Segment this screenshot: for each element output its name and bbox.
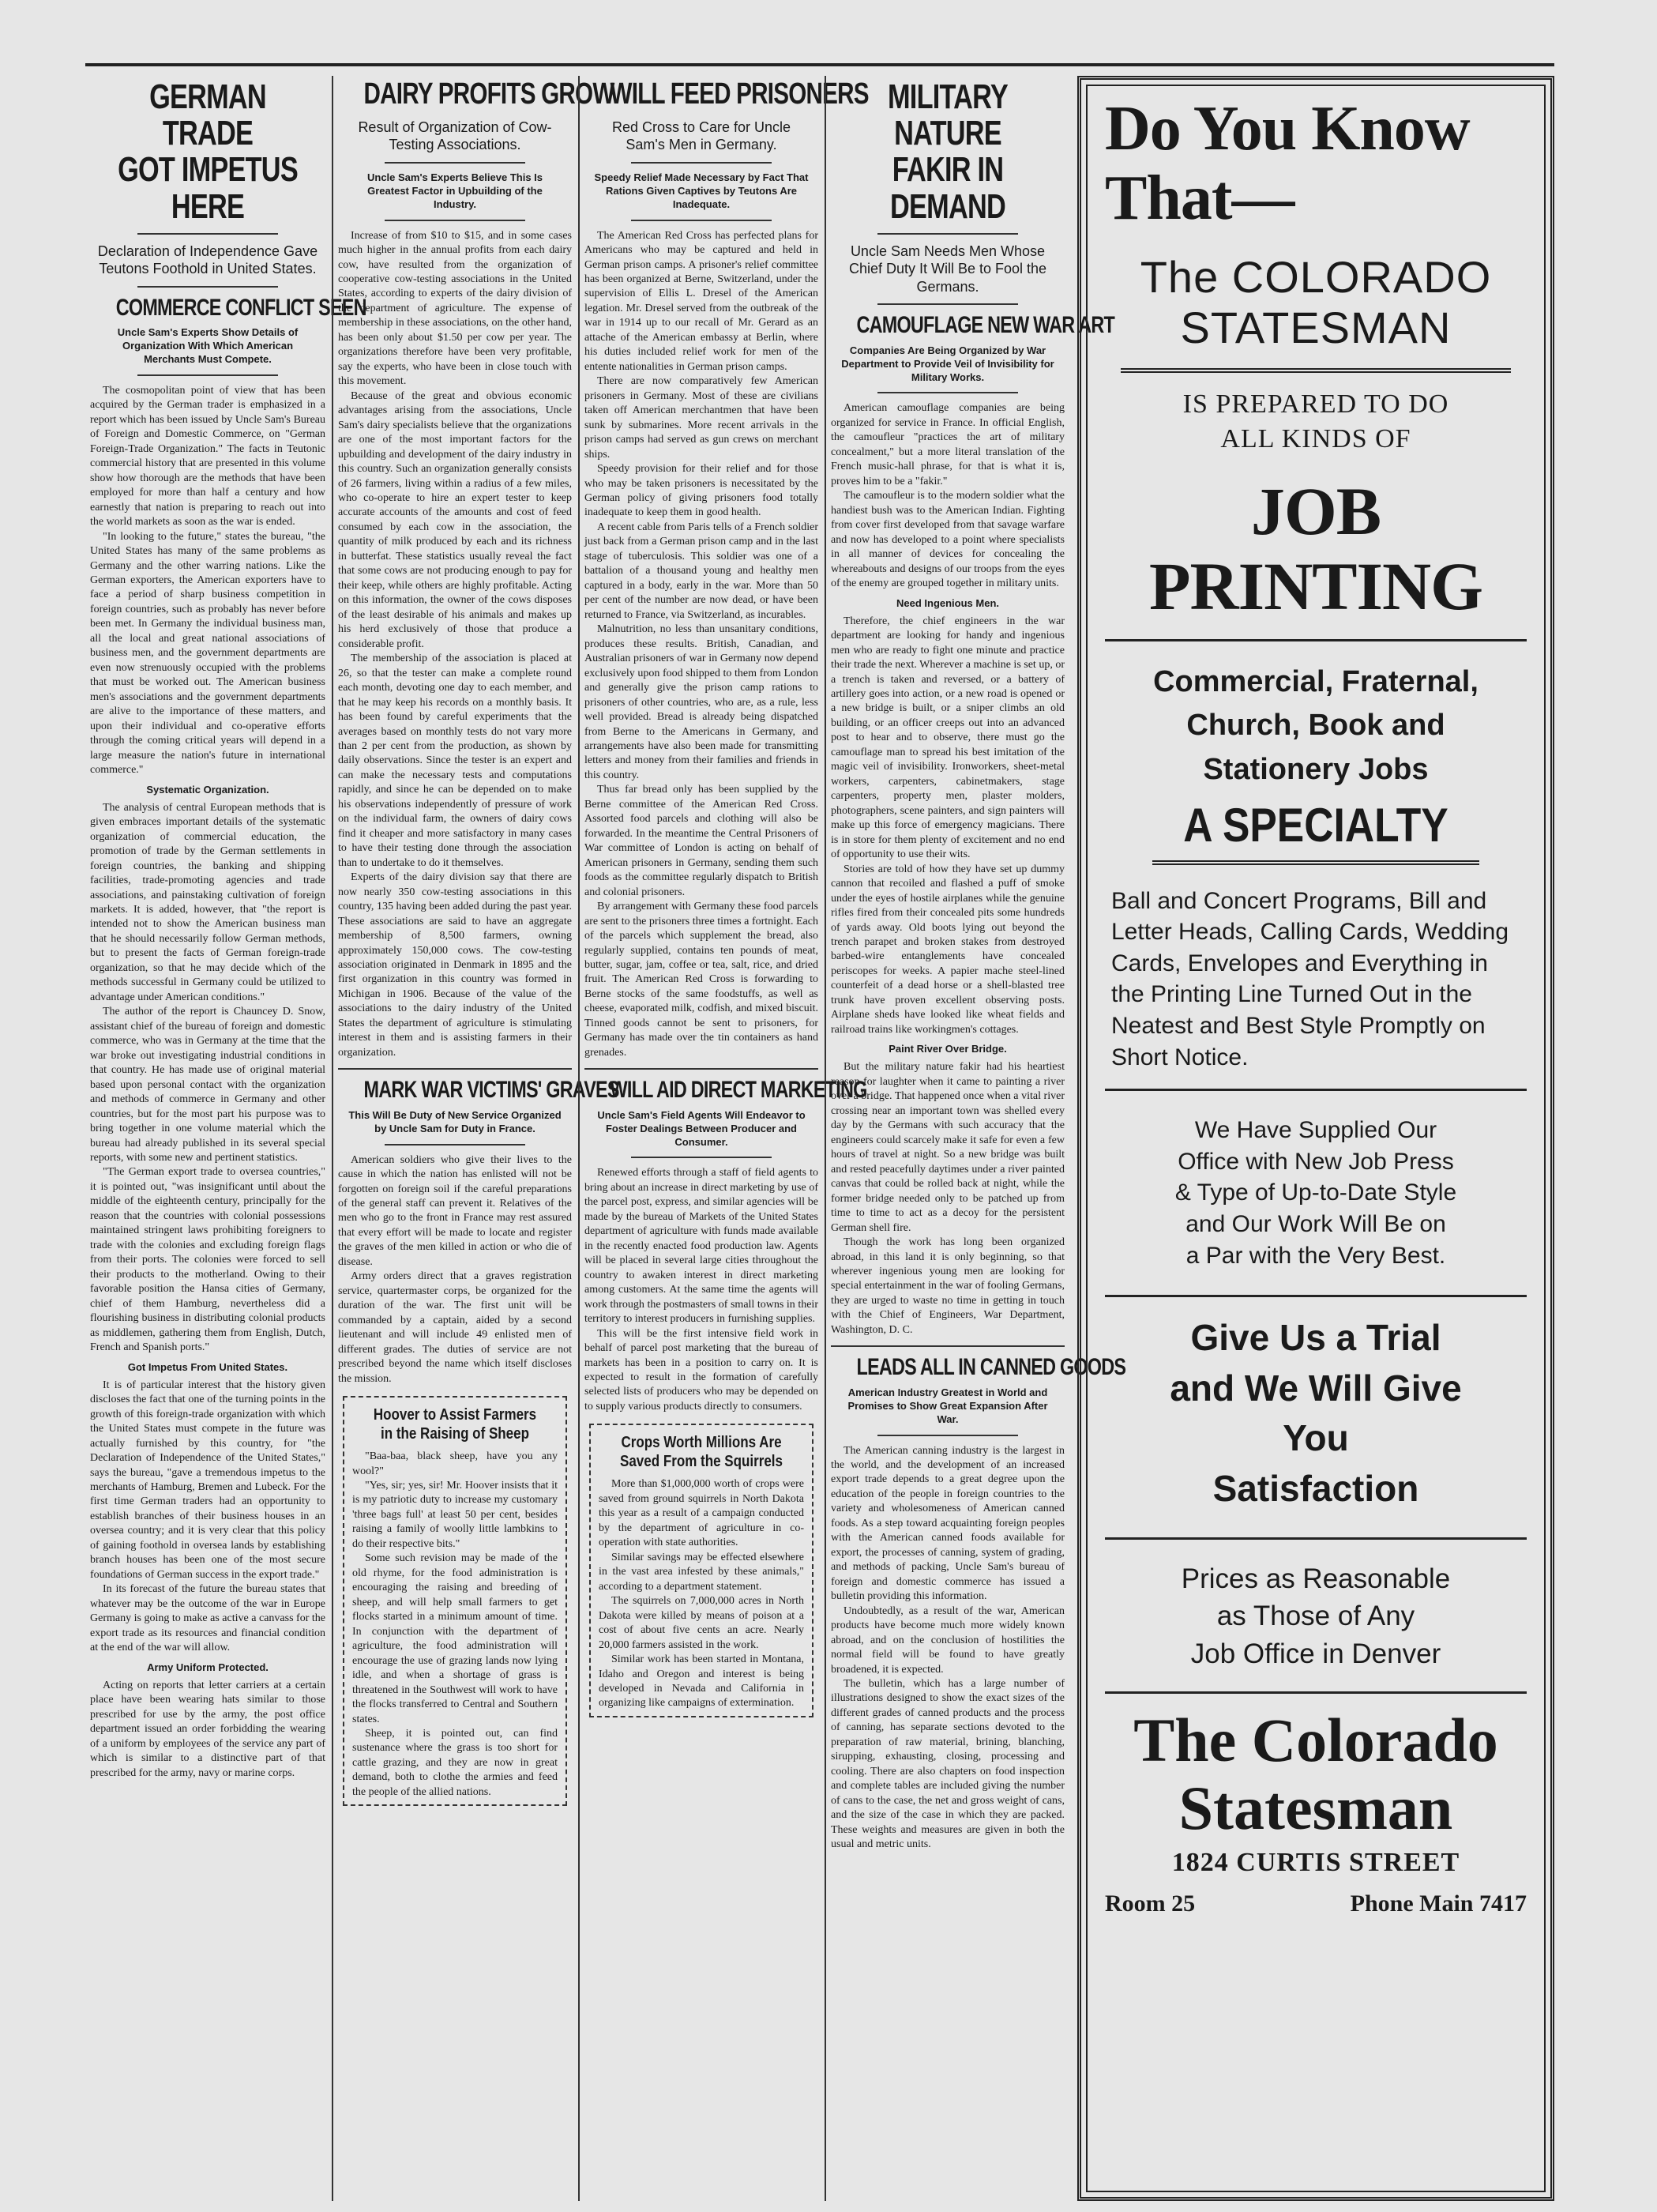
deck-secondary: Uncle Sam's Experts Believe This Is Greatest Factor in Upbuilding of the Industry. <box>366 171 543 210</box>
ad-room: Room 25 <box>1105 1890 1196 1917</box>
boxed-story-sheep <box>343 1396 567 1806</box>
box-body <box>599 1477 804 1711</box>
article-body <box>584 229 818 1061</box>
deck-secondary: This Will Be Duty of New Service Organized by Uncle Sam for Duty in France. <box>348 1108 562 1134</box>
paragraph: By arrangement with Germany these food parcels are sent to the prisoners three times a fortnight. Each of the parcels which supplement the bread, also regularly supplied, contains ten pounds of meat, butter, sugar, jam, coffee or tea, salt, rice, and dried fruit. The American Red Cross is forwarding to Berne stocks of the same foodstuffs, as well as cheese, evaporated milk, codfish, and mixed biscuit. Tinned goods cannot be sent to prisoners, for Germany has made over the tin containers as hand grenades. <box>584 901 818 1059</box>
paragraph: Sheep, it is pointed out, can find sustenance where the grass is too short for cattle grazing, and they are now in great demand, both to clothe the armies and feed the people of the allied nations. <box>352 1727 558 1798</box>
article-body <box>338 1153 572 1387</box>
paragraph: The bulletin, which has a large number of illustrations designed to show the exact sizes of the different grades of canned products and the process of canning, has separate sections devoted to the preparation of raw material, brining, blanching, sirupping, exhausting, closing, processing and cooling. There are also chapters on food inspection and complete tables are included giving the number of cans to the case, the net and gross weight of cans, and the size of the case in which they are packed. These weights and measures are given in both the usual and metric units. <box>831 1678 1065 1851</box>
separator <box>385 162 525 164</box>
ad-title <box>1105 94 1527 233</box>
separator <box>877 1435 1018 1436</box>
separator <box>385 220 525 221</box>
ad-address: 1824 CURTIS STREET <box>1171 1848 1460 1878</box>
separator <box>137 286 279 288</box>
ad-rule <box>1105 1295 1527 1297</box>
ad-title-line: Do You Know <box>1105 94 1470 164</box>
job-printing-advertisement <box>1069 76 1554 2201</box>
ad-rule <box>1105 639 1527 641</box>
ad-title-line: That— <box>1105 164 1294 233</box>
paragraph: Because of the great and obvious economic advantages arising from the associations, Uncle Sam's dairy specialists believe that the organizations are one of the most important factors for the upbuilding and development of the dairy industry in this country. Such an organization generally consists of 26 farmers, living within a radius of a few miles, who co-operate to hire an expert tester to keep accurate accounts of the amounts and cost of feed consumed by each cow in the association, the quantity of milk produced by each and its richness in butterfat. These statistics usually reveal the fact that some cows are not producing enough to pay for their keep, while others are highly profitable. Acting on this information, the owner of the cows disposes of the least desirable of his animals and makes up his herd exclusively of those that produce a considerable profit. <box>338 389 572 650</box>
headline-direct-marketing: WILL AID DIRECT MARKETING <box>610 1077 867 1104</box>
deck: Red Cross to Care for Uncle Sam's Men in Germany. <box>611 118 791 153</box>
ad-rule <box>1105 1089 1527 1091</box>
paragraph: American camouflage companies are being organized for service in France. In official English, the camoufleur "practices the art of military concealment," but a more literal translation of the French music-hall phrase, for that is what it is, proves him to be a "fakir." <box>831 402 1065 487</box>
ad-specialty: A SPECIALTY <box>1183 798 1448 852</box>
ad-prices-line: as Those of Any <box>1216 1601 1415 1632</box>
paragraph: American soldiers who give their lives to the cause in which the nation has enlisted will not be forgotten on foreign soil if the careful preparations of the general staff can prevent it. Relatives of the men who go to the front in France may rest assured that every effort will be made to locate and register the graves of the men killed in action or who die of disease. <box>338 1153 572 1268</box>
article-body <box>338 229 572 1061</box>
paragraph: This will be the first intensive field work in behalf of parcel post marketing that the bureau of markets has been in a position to carry on. It is expected to result in the formation of carefully selected lists of producers who may be depended on to supply various products directly to consumers. <box>584 1327 818 1413</box>
paragraph: A recent cable from Paris tells of a French soldier just back from a German prison camp and in the last stage of tuberculosis. This soldier was one of a battalion of a thousand young and healthy men captured in a body, early in the war. More than 50 per cent of the number are now dead, or have been returned to France, via Switzerland, as incurables. <box>584 521 818 621</box>
ad-supplied-line: Office with New Job Press <box>1178 1148 1454 1175</box>
column-2 <box>333 76 619 2201</box>
paragraph: Similar savings may be effected elsewhere in the vast area infested by these animals," according to a department statement. <box>599 1551 804 1593</box>
paragraph: Some such revision may be made of the old rhyme, for the food administration is encouraging the raising and breeding of sheep, and will help small farmers to get flocks started in a minimum amount of time. In conjunction with the department of agriculture, the food administration will encourage the use of grazing lands now lying idle, and when a shortage of grass is threatened in the Southwest will work to have the flocks transferred to Central and Southern states. <box>352 1552 558 1725</box>
article-body <box>90 384 325 1781</box>
paragraph: "The German export trade to oversea countries," it is pointed out, "was insignificant until about the middle of the eighteenth century, principally for the reason that the countries with colonial possessions maintained stringent laws prohibiting foreigners to trade with the colonies and excluding foreign flags from their ports. The colonies were forced to sell their products to the motherland. Owing to their favorable position the Hansa cities of Germany, chief of them Hamburg, nevertheless did a flourishing business in distributing colonial products as middlemen, gathering them from English, Dutch, French and Spanish ports." <box>90 1166 325 1354</box>
ad-prices <box>1105 1560 1527 1672</box>
deck: Uncle Sam Needs Men Whose Chief Duty It Will Be to Fool the Germans. <box>848 243 1047 295</box>
column-1 <box>85 76 366 2201</box>
ad-trial <box>1105 1313 1527 1514</box>
deck-secondary: Uncle Sam's Field Agents Will Endeavor to Foster Dealings Between Producer and Consumer. <box>597 1108 806 1148</box>
paragraph: "Baa-baa, black sheep, have you any wool?" <box>352 1450 558 1477</box>
ad-trial-line: Satisfaction <box>1212 1467 1419 1509</box>
ad-publisher-name <box>1105 1706 1527 1842</box>
subhead: COMMERCE CONFLICT SEEN <box>115 294 366 321</box>
headline-dairy-profits: DAIRY PROFITS GROW <box>363 77 614 111</box>
paragraph: The camoufleur is to the modern soldier what the handiest bush was to the American Indian. Fighting from cover first developed from that savage warfare and now has developed to a point where specialists in all manner of devices for concealing the whereabouts and designs of our troops from the eyes of the enemy are grouped together in military units. <box>831 490 1065 590</box>
paragraph: "Yes, sir; yes, sir! Mr. Hoover insists that it is my patriotic duty to increase my customary 'three bags full' at least 50 per cent, besides raising a family of woolly little lambkins to do their respective bits." <box>352 1480 558 1550</box>
subhead: CAMOUFLAGE NEW WAR ART <box>856 312 1115 339</box>
headline-line: MILITARY NATURE <box>887 77 1008 153</box>
ad-phone: Phone Main 7417 <box>1350 1890 1527 1917</box>
separator <box>631 1157 772 1158</box>
column-3 <box>580 76 869 2201</box>
separator <box>137 374 279 376</box>
section-heading: Need Ingenious Men. <box>896 596 999 609</box>
ad-publisher <box>1105 252 1527 354</box>
separator <box>338 1068 572 1070</box>
headline-feed-prisoners: WILL FEED PRISONERS <box>610 77 869 111</box>
deck-secondary: American Industry Greatest in World and Promises to Show Great Expansion After War. <box>847 1386 1048 1425</box>
ad-job-kinds <box>1105 660 1527 791</box>
paragraph: Acting on reports that letter carriers at a certain place have been wearing hats similar to those prescribed for use by the army, the post office department issued an order forbidding the wearing of a uniform by employees of the service any part of which is similar to a distinctive part of that prescribed for the army, navy or marine corps. <box>90 1679 325 1779</box>
paragraph: Similar work has been started in Montana, Idaho and Oregon and interest is being developed in Nevada and California in organizing like campaigns of extermination. <box>599 1653 804 1710</box>
paragraph: More than $1,000,000 worth of crops were saved from ground squirrels in North Dakota this year as a result of a campaign conducted by the department of agriculture in co-operation with state authorities. <box>599 1478 804 1549</box>
ad-kinds-line: Commercial, Fraternal, <box>1153 665 1479 699</box>
paragraph: But the military nature fakir had his heartiest reason for laughter when it came to painting a river over a bridge. That happened once when a vital river crossing near an important town was shelled every day by the Germans with such accuracy that the engineers could scarcely make it safe for even a few hours of travel at night. So a new bridge was built and rested peacefully daytimes under a river painted canvas that could be rolled back at night, while the former bridge needed only to be patched up from time to time to act as a decoy for the persistent German shell fire. <box>831 1061 1065 1234</box>
paragraph: In its forecast of the future the bureau states that whatever may be the outcome of the war in Europe Germany is going to make as active a canvass for the export trade as its resources and financial condition at the end of the war will allow. <box>90 1583 325 1654</box>
ad-prepared-line: IS PREPARED TO DO <box>1182 389 1449 419</box>
ad-publisher-line: The COLORADO <box>1140 252 1492 302</box>
boxed-story-squirrels <box>589 1424 813 1717</box>
ad-kinds-line: Stationery Jobs <box>1203 752 1429 786</box>
ad-rule <box>1121 368 1511 373</box>
ad-trial-line: and We Will Give <box>1170 1367 1462 1409</box>
paragraph: Malnutrition, no less than unsanitary conditions, produces these results. British, Canadian, and Australian prisoners of war in Germany now depend exclusively upon food shipped to them from London and generally give the prison camp rations to prisoners of other countries, who are, as a rule, less well provided. Bread is already being dispatched from Berne to the Americans in Germany, and arrangements have also been made for transmitting letters and money from their families and friends in this country. <box>584 623 818 781</box>
ad-trial-line: You <box>1283 1417 1349 1459</box>
ad-name-line: Statesman <box>1178 1773 1453 1842</box>
headline-military-fakir <box>857 79 1039 225</box>
separator <box>631 220 772 221</box>
box-title: Hoover to Assist Farmers in the Raising of Sheep <box>373 1406 537 1443</box>
box-body <box>352 1450 558 1800</box>
headline-line: GERMAN TRADE <box>149 77 266 153</box>
deck-secondary: Speedy Relief Made Necessary by Fact That Rations Given Captives by Teutons Are Inadequate. <box>594 171 809 210</box>
ad-prices-line: Job Office in Denver <box>1190 1638 1441 1669</box>
ad-kinds-line: Church, Book and <box>1186 709 1445 743</box>
paragraph: Renewed efforts through a staff of field agents to bring about an increase in direct marketing by use of the parcel post, express, and similar agencies will be made by the bureau of Markets of the United States department of agriculture with funds made available in the recently enacted food production law. Agents will be placed in several large cities throughout the country to awaken interest in direct marketing among customers. At the same time the agents will work through the postmasters of small towns in their territory to interest producers in furnishing supplies. <box>584 1167 818 1326</box>
ad-trial-line: Give Us a Trial <box>1190 1317 1441 1359</box>
paragraph: The American canning industry is the largest in the world, and the development of an increased export trade depends to a great degree upon the education of the people in foreign countries to the variety and wholesomeness of American canned foods. As a step toward acquainting foreign peoples with the American canned foods available for export, the processes of canning, system of grading, and methods of packing, Uncle Sam's bureau of foreign and domestic commerce has issued a bulletin providing this information. <box>831 1444 1065 1603</box>
article-body <box>584 1166 818 1414</box>
ad-contact <box>1105 1890 1527 1917</box>
paragraph: Though the work has long been organized abroad, in this land it is only beginning, so that wherever ingenious young men are looking for special entertainment in the war of fooling Germans, they are urged to waste no time in getting in touch with the Chief of Engineers, War Department, Washington, D. C. <box>831 1236 1065 1336</box>
headline-line: GOT IMPETUS HERE <box>118 150 298 226</box>
separator <box>584 1068 818 1070</box>
ad-content <box>1105 80 1527 2197</box>
headline-german-trade <box>116 79 299 225</box>
paragraph: The American Red Cross has perfected plans for Americans who may be captured and held in German prison camps. A prisoner's relief committee has been organized at Berne, Switzerland, under the supervision of Ellis L. Dresel of the American legation. Mr. Dresel served from the outbreak of the war in 1914 up to our recall of Mr. Gerard as an attache of the American embassy at Berlin, where his duties included relief work for men of the entente nationalities in German prison camps. <box>584 229 818 373</box>
separator <box>631 162 772 164</box>
paragraph: Therefore, the chief engineers in the war department are looking for handy and ingenious men who are ready to fight one minute and practice their trade the next. Wherever a machine is set up, or a trench is taken and reversed, or a battery of artillery goes into action, or a new road is opened or a new bridge is built, or a sniper climbs an old building, or an officer creeps out into an advanced post to hear and to observe, there must go the camouflage man to spread his best imitation of the magic veil of invisibility. Ironworkers, sheet-metal workers, carpenters, cabinetmakers, stage carpenters, property men, plaster molders, photographers, scene painters, and sign painters will make up this force of emergency magicians. There is in store for them plenty of excitement and no end of opportunity to use their wits. <box>831 615 1065 861</box>
section-heading: Army Uniform Protected. <box>147 1661 269 1673</box>
paragraph: "In looking to the future," states the bureau, "the United States has many of the same problems as Germany and the other warring nations. Like the German exporters, the American exporters have to face a period of sharp business competition in foreign countries, such as probably has never before been met. In Germany the individual business man, all the local and great national associations of business men, and the government departments are even now strenuously occupied with the problems that must be worked out. The American business men's associations and the government departments are alive to the importance of these matters, and upon their individual and co-operative efforts through the coming critical years will depend in a large measure the nation's future in international commerce." <box>90 530 325 777</box>
ad-supplied-line: We Have Supplied Our <box>1194 1117 1437 1144</box>
paragraph: The analysis of central European methods that is given embraces important details of the systematic organization of commercial education, the promotion of trade by the German settlements in foreign countries, the banking and shipping facilities, trade-promoting agencies and trade associations, and painstaking cultivation of foreign markets. It is added, however, that "the report is intended not to show the American business man that he should necessarily follow German methods, but to present the facts of German foreign-trade organization, so that he may decide which of the methods successful in Germany could be utilized to advantage under American conditions." <box>90 801 325 1003</box>
article-body <box>831 1444 1065 1853</box>
column-4 <box>826 76 1126 2201</box>
separator <box>877 233 1018 235</box>
deck-secondary: Companies Are Being Organized by War Department to Provide Veil of Invisibility for Military Works. <box>841 344 1054 383</box>
ad-prices-line: Prices as Reasonable <box>1181 1563 1451 1595</box>
ad-job-printing: JOB PRINTING <box>1148 473 1483 624</box>
newspaper-page <box>85 63 1554 2204</box>
section-heading: Paint River Over Bridge. <box>889 1043 1007 1055</box>
paragraph: Speedy provision for their relief and for those who may be taken prisoners is necessitated by the German policy of giving prisoners food totally inadequate to keep them in good health. <box>584 463 818 519</box>
separator <box>137 233 279 235</box>
headline-canned-goods: LEADS ALL IN CANNED GOODS <box>856 1354 1126 1381</box>
ad-name-line: The Colorado <box>1133 1705 1498 1774</box>
section-heading: Got Impetus From United States. <box>127 1360 288 1373</box>
headline-war-graves: MARK WAR VICTIMS' GRAVES <box>363 1077 619 1104</box>
headline-line: FAKIR IN DEMAND <box>890 150 1005 226</box>
ad-rule <box>1152 860 1479 865</box>
paragraph: The squirrels on 7,000,000 acres in North Dakota were killed by means of poison at a cost of about five cents an acre. Nearly 20,000 farmers assisted in the work. <box>599 1595 804 1651</box>
paragraph: There are now comparatively few American prisoners in Germany. Most of these are civilians taken off American merchantmen that have been sunk by submarines. More recent arrivals in the prison camps had served as gun crews on merchant ships. <box>584 375 818 461</box>
article-body <box>831 401 1065 1337</box>
top-rule <box>85 63 1554 66</box>
box-title: Crops Worth Millions Are Saved From the Squirrels <box>620 1434 783 1471</box>
section-heading: Systematic Organization. <box>146 783 269 796</box>
paragraph: The membership of the association is placed at 26, so that the tester can make a complete round each month, devoting one day to each member, and that he may keep his records on a monthly basis. It has been found by careful experiments that the averages based on monthly tests do not vary more than 2 per cent from the production, as shown by daily observations. Since the tester is an expert and can make the necessary tests and computations rapidly, and since he can be depended on to make his observations independently of pressure of work on the individual farm, the owners of dairy cows find it cheaper and more satisfactory in many cases to have their testing done through the association than to undertake to do it themselves. <box>338 653 572 869</box>
deck: Declaration of Independence Gave Teutons Foothold in United States. <box>97 243 318 277</box>
paragraph: Experts of the dairy division say that there are now nearly 350 cow-testing associations in this country, 135 having been added during the past year. These associations are said to have an aggregate membership of 8,500 farmers, owning approximately 150,000 cows. The cow-testing association originated in Denmark in 1895 and the first organization in this country was formed in Michigan in 1906. Because of the value of the associations to the dairy industry of the United States the department of agriculture is stimulating interest in them and is assisting farmers in their organization. <box>338 871 572 1059</box>
ad-supplied-line: a Par with the Very Best. <box>1185 1242 1446 1269</box>
deck-secondary: Uncle Sam's Experts Show Details of Organization With Which American Merchants Must Compete. <box>117 326 299 366</box>
separator <box>385 1144 525 1146</box>
ad-prepared-line: ALL KINDS OF <box>1220 423 1411 453</box>
separator <box>877 392 1018 393</box>
paragraph: Increase of from $10 to $15, and in some cases much higher in the annual profits from each dairy cow, have resulted from the organization of cooperative cow-testing associations in the United States, according to experts of the dairy division of the department of agriculture. The expense of membership in these associations, on the other hand, has been only about $1.50 per cow per year. The organizations therefore have been very profitable, say the experts, who have been in close touch with this movement. <box>338 229 572 388</box>
paragraph: Undoubtedly, as a result of the war, American products have become much more widely known abroad, and on the conclusion of hostilities the normal field will be found to have greatly broadened, it is expected. <box>831 1604 1065 1676</box>
ad-supplied-line: and Our Work Will Be on <box>1185 1210 1446 1237</box>
ad-prepared <box>1105 387 1527 457</box>
ad-rule <box>1105 1691 1527 1694</box>
ad-rule <box>1105 1537 1527 1540</box>
ad-frame <box>1077 76 1554 2201</box>
paragraph: Stories are told of how they have set up dummy cannon that recoiled and flashed a puff of smoke under the eyes of hostile airplanes while the genuine rifles fired from their concealed pits some hundreds of yards away. Old boots lying out beyond the trench parapet and broken stakes from destroyed barbed-wire entanglements have concealed periscopes for weeks. A papier mache steel-lined counterfeit of a dead horse or a shell-blasted tree trunk have proven excellent observing posts. Airplane sheds have looked like wheat fields and railroad trains like workingmen's cottages. <box>831 863 1065 1036</box>
paragraph: The author of the report is Chauncey D. Snow, assistant chief of the bureau of foreign and domestic commerce, who was in Germany at the time that the war broke out investigating industrial conditions in that country. He has made use of original material based upon personal contact with the organization and methods of commerce in Germany and other countries, but for the most part his purpose was to bring together in one volume material which the bureau had already published in its several special reports, with some new and pertinent statistics. <box>90 1006 325 1164</box>
paragraph: It is of particular interest that the history given discloses the fact that one of the turning points in the growth of this foreign-trade organization with which the United States must compete in the future was actually furnished by this country, for "the Declaration of Independence of the United States," says the bureau, "gave a tremendous impetus to the merchants of Hamburg, Bremen and Lubeck. For the first time German traders had an opportunity to establish branches of their business houses in an oversea country; and it is very clear that this policy of gaining foothold in oversea lands by establishing branch houses has been one of the most secure foundations of German success in the export trade." <box>90 1379 325 1581</box>
ad-supplied-line: & Type of Up-to-Date Style <box>1174 1179 1457 1206</box>
deck: Result of Organization of Cow-Testing Associations. <box>358 118 552 153</box>
separator <box>831 1345 1065 1347</box>
paragraph: Thus far bread only has been supplied by the Berne committee of the American Red Cross. Assorted food parcels and clothing will also be forwarded. In the meantime the Central Prisoners of War committee of London is acting on behalf of American prisoners in Germany, sending them such foods as the committee regularly dispatch to British and colonial prisoners. <box>584 784 818 898</box>
ad-product-list: Ball and Concert Programs, Bill and Letter Heads, Calling Cards, Wedding Cards, Envelopes and Everything in the Printing Line Turned Out in the Neatest and Best Style Promptly on Short Notice. <box>1111 887 1509 1070</box>
paragraph: Army orders direct that a graves registration service, quartermaster corps, be organized for the duration of the war. The first unit will be commanded by a captain, aided by a second lieutenant and will include 49 enlisted men of different grades. The duties of service are not prescribed beyond the name which itself discloses the mission. <box>338 1270 572 1385</box>
separator <box>877 303 1018 305</box>
ad-supplied <box>1105 1115 1527 1271</box>
ad-publisher-line: STATESMAN <box>1180 303 1452 353</box>
paragraph: The cosmopolitan point of view that has been acquired by the German trader is emphasized in a report which has been issued by Uncle Sam's Bureau of Foreign and Domestic Commerce, on "German Foreign-Trade Organization." The facts in Teutonic commercial history that are presented in this volume show how thorough are the methods that have been employed for more than half a century and how earnestly that nation is preparing to reach out into the world markets as soon as the war is ended. <box>90 384 325 529</box>
